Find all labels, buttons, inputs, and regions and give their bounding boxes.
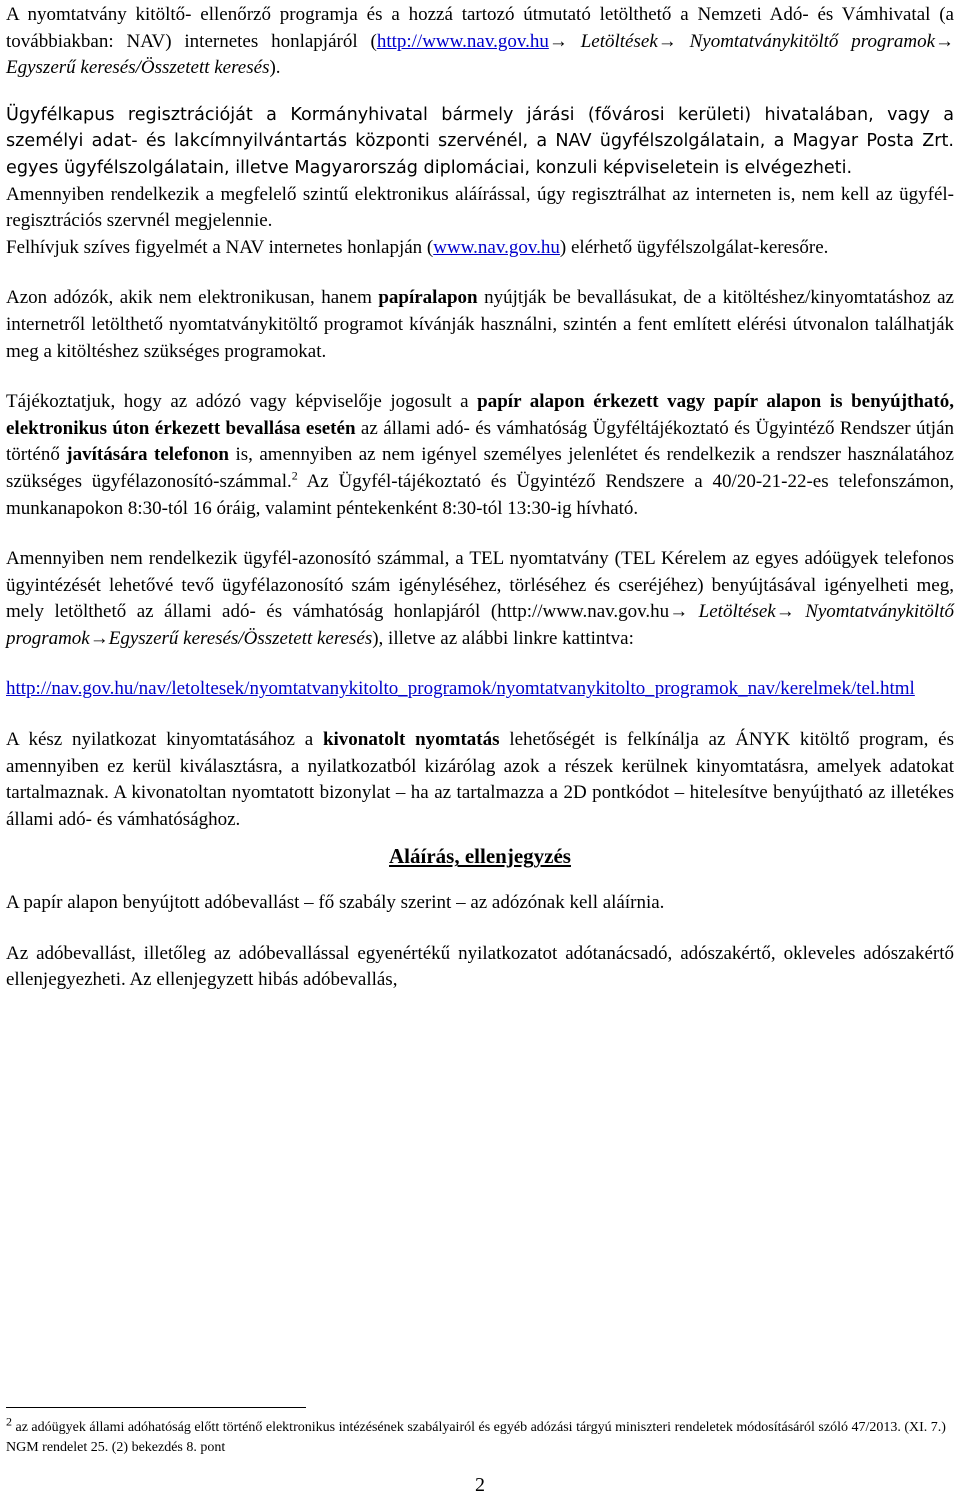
paragraph-office-finder: Felhívjuk szíves figyelmét a NAV internetes honlapján (www.nav.gov.hu) elérhető ügyfélszolgálat-keresőre.: [6, 236, 829, 258]
paragraph-tel-link: [6, 676, 954, 703]
arrow-icon: →: [548, 30, 568, 52]
arrow-icon: →: [775, 601, 795, 623]
arrow-icon: →: [669, 601, 689, 623]
nav-website-link[interactable]: www.nav.gov.hu: [433, 236, 560, 258]
paragraph-download-info: A nyomtatvány kitöltő- ellenőrző programja és a hozzá tartozó útmutató letölthető a Nemzeti Adó- és Vámhivatal (a továbbiakban: NAV) internetes honlapjáról (http://www.nav.gov.hu→ Letöltések→ Nyomtatványkitöltő programok→ Egyszerű keresés/Összetett keresés).: [6, 4, 954, 79]
footnote: 2 az adóügyek állami adóhatóság előtt történő elektronikus intézésének szabályairól és egyéb adózási tárgyú miniszteri rendeletek módosításáról szóló 47/2013. (XI. 7.) NGM rendelet 25. (2) bekezdés 8. pont: [6, 1414, 946, 1455]
paragraph-telephone-correction: Tájékoztatjuk, hogy az adózó vagy képviselője jogosult a papír alapon érkezett vagy papír alapon is benyújtható, elektronikus úton érkezett bevallása esetén az állami adó- és vámhatóság Ügyféltájékoztató és Ügyintéző Rendszer útján történő javítására telefonon is, amennyiben az nem igényel személyes jelenlétet és rendelkezik a rendszer használatához szükséges ügyfélazonosító-számmal.$^2$ Az Ügyfél-tájékoztató és Ügyintéző Rendszere a 40/20-21-22-es telefonszámon, munkanapokon 8:30-tól 16 óráig, valamint péntekenként 8:30-tól 13:30-ig hívható.: [6, 391, 955, 519]
footnote-divider: [6, 1407, 306, 1408]
paragraph-electronic-signature: Amennyiben rendelkezik a megfelelő szintű elektronikus aláírással, úgy regisztrálhat az interneten is, nem kell az ügyfél-regisztrációs szervnél megjelennie.: [6, 183, 954, 232]
arrow-icon: →: [935, 30, 954, 52]
arrow-icon: →: [657, 30, 677, 52]
footnote-ref[interactable]: 2: [291, 468, 298, 483]
paragraph-extract-print: A kész nyilatkozat kinyomtatásához a kivonatolt nyomtatás lehetőségét is felkínálja az ÁNYK kitöltő program, és amennyiben ez kerül kiválasztásra, a nyilatkozatból kizárólag azok a részek kerülnek kinyomtatásra, amelyek adatokat tartalmaznak. A kivonatoltan nyomtatott bizonylat – ha az tartalmazza a 2D pontkódot – hitelesítve benyújtható az illetékes állami adó- és vámhatósághoz.: [6, 729, 954, 830]
paragraph-tel-form: Amennyiben nem rendelkezik ügyfél-azonosító számmal, a TEL nyomtatvány (TEL Kérelem az egyes adóügyek telefonos ügyintézését lehetővé tevő ügyfélazonosító szám igényléséhez, törléséhez és cseréjéhez) benyújtásával igényelheti meg, mely letölthető az állami adó- és vámhatóság honlapjáról (http://www.nav.gov.hu→ Letöltések→ Nyomtatványkitöltő programok→Egyszerű keresés/Összetett keresés), illetve az alábbi linkre kattintva:: [6, 546, 954, 652]
page-number: 2: [475, 1474, 485, 1496]
arrow-icon: →: [89, 627, 109, 649]
paragraph-ugyfelkapu: Ügyfélkapus regisztrációját a Kormányhivatal bármely járási (fővárosi kerületi) hivatalában, vagy a személyi adat- és lakcímnyilvántartás központi szervénél, a NAV ügyfélszolgálatain, a Magyar Posta Zrt. egyes ügyfélszolgálatain, illetve Magyarország diplomáciai, konzuli képviseletein is elvégezheti.: [6, 104, 954, 178]
paragraph-signature: A papír alapon benyújtott adóbevallást – fő szabály szerint – az adózónak kell aláírnia.: [6, 892, 665, 914]
tel-form-link[interactable]: http://nav.gov.hu/nav/letoltesek/nyomtatvanykitolto_programok/nyomtatvanykitolto_programok_nav/kerelmek/tel.html: [6, 678, 915, 700]
section-heading: Aláírás, ellenjegyzés: [389, 844, 571, 869]
paragraph-countersign: Az adóbevallást, illetőleg az adóbevallással egyenértékű nyilatkozatot adótanácsadó, adószakértő, okleveles adószakértő ellenjegyezheti. Az ellenjegyzett hibás adóbevallás,: [6, 942, 954, 991]
paragraph-paper-filers: Azon adózók, akik nem elektronikusan, hanem papíralapon nyújtják be bevallásukat, de a kitöltéshez/kinyomtatáshoz az internetről letölthető nyomtatványkitöltő programot kívánják használni, szintén a fent említett elérési útvonalon találhatják meg a kitöltéshez szükséges programokat.: [6, 287, 954, 362]
nav-homepage-link[interactable]: http://www.nav.gov.hu: [376, 30, 549, 52]
